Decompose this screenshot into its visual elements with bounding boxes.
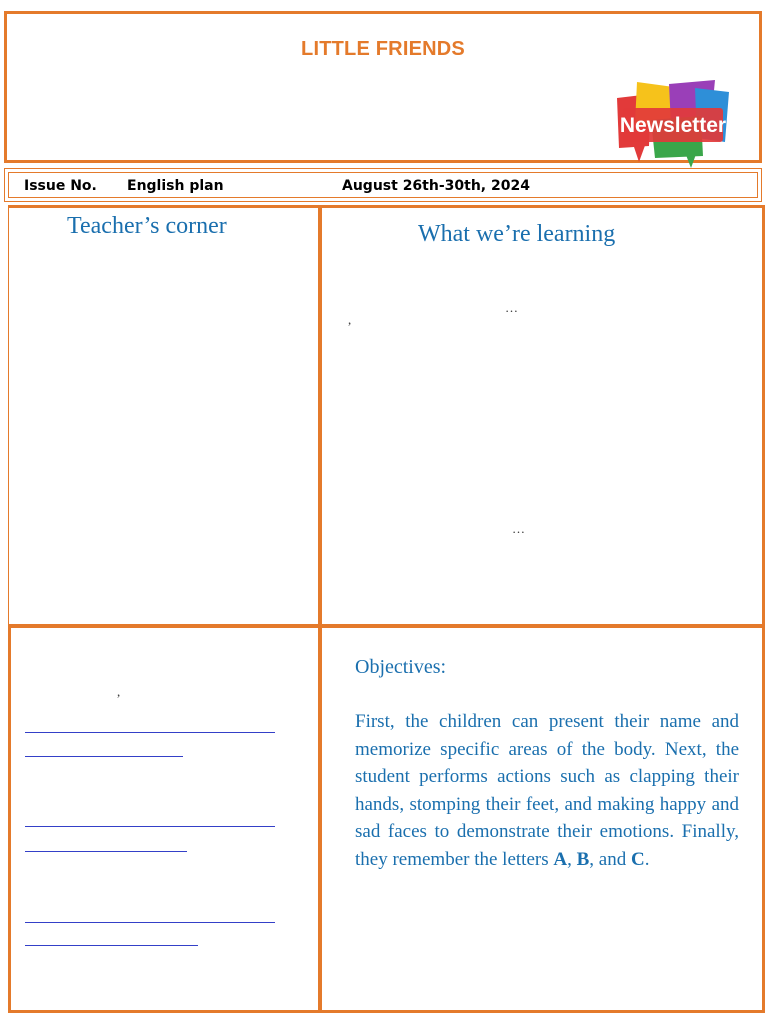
objectives-heading: Objectives: [355, 656, 447, 678]
teacher-corner-heading: Teacher’s corner [67, 213, 227, 239]
link-line-3a[interactable] [25, 922, 275, 923]
link-line-3b[interactable] [25, 945, 198, 946]
link-line-1a[interactable] [25, 732, 275, 733]
learning-comma: , [348, 312, 352, 327]
plan-label: English plan [127, 178, 224, 194]
links-comma: , [117, 684, 121, 699]
link-line-2b[interactable] [25, 851, 187, 852]
newsletter-header [4, 11, 762, 163]
link-line-1b[interactable] [25, 756, 183, 757]
link-line-2a[interactable] [25, 826, 275, 827]
logo-text: Newsletter [619, 114, 727, 137]
issue-bar [4, 168, 762, 202]
learning-panel [319, 205, 765, 627]
teacher-corner-panel [8, 205, 321, 627]
objectives-panel [319, 625, 765, 1013]
learning-heading: What we’re learning [418, 221, 616, 247]
newsletter-logo [611, 76, 733, 172]
links-panel [8, 625, 321, 1013]
date-range: August 26th-30th, 2024 [342, 178, 530, 194]
objectives-body: First, the children can present their name and memorize specific areas of the body. Next, the student performs actions such as clapping their hands, stomping their feet, and making happy and sad faces to demonstrate their emotions. Finally, they remember the letters A, B, and C. [355, 711, 739, 870]
newsletter-title: LITTLE FRIENDS [301, 38, 465, 60]
issue-number-label: Issue No. [24, 178, 97, 194]
learning-ellipsis-1: … [505, 300, 518, 315]
learning-ellipsis-2: … [512, 521, 525, 536]
